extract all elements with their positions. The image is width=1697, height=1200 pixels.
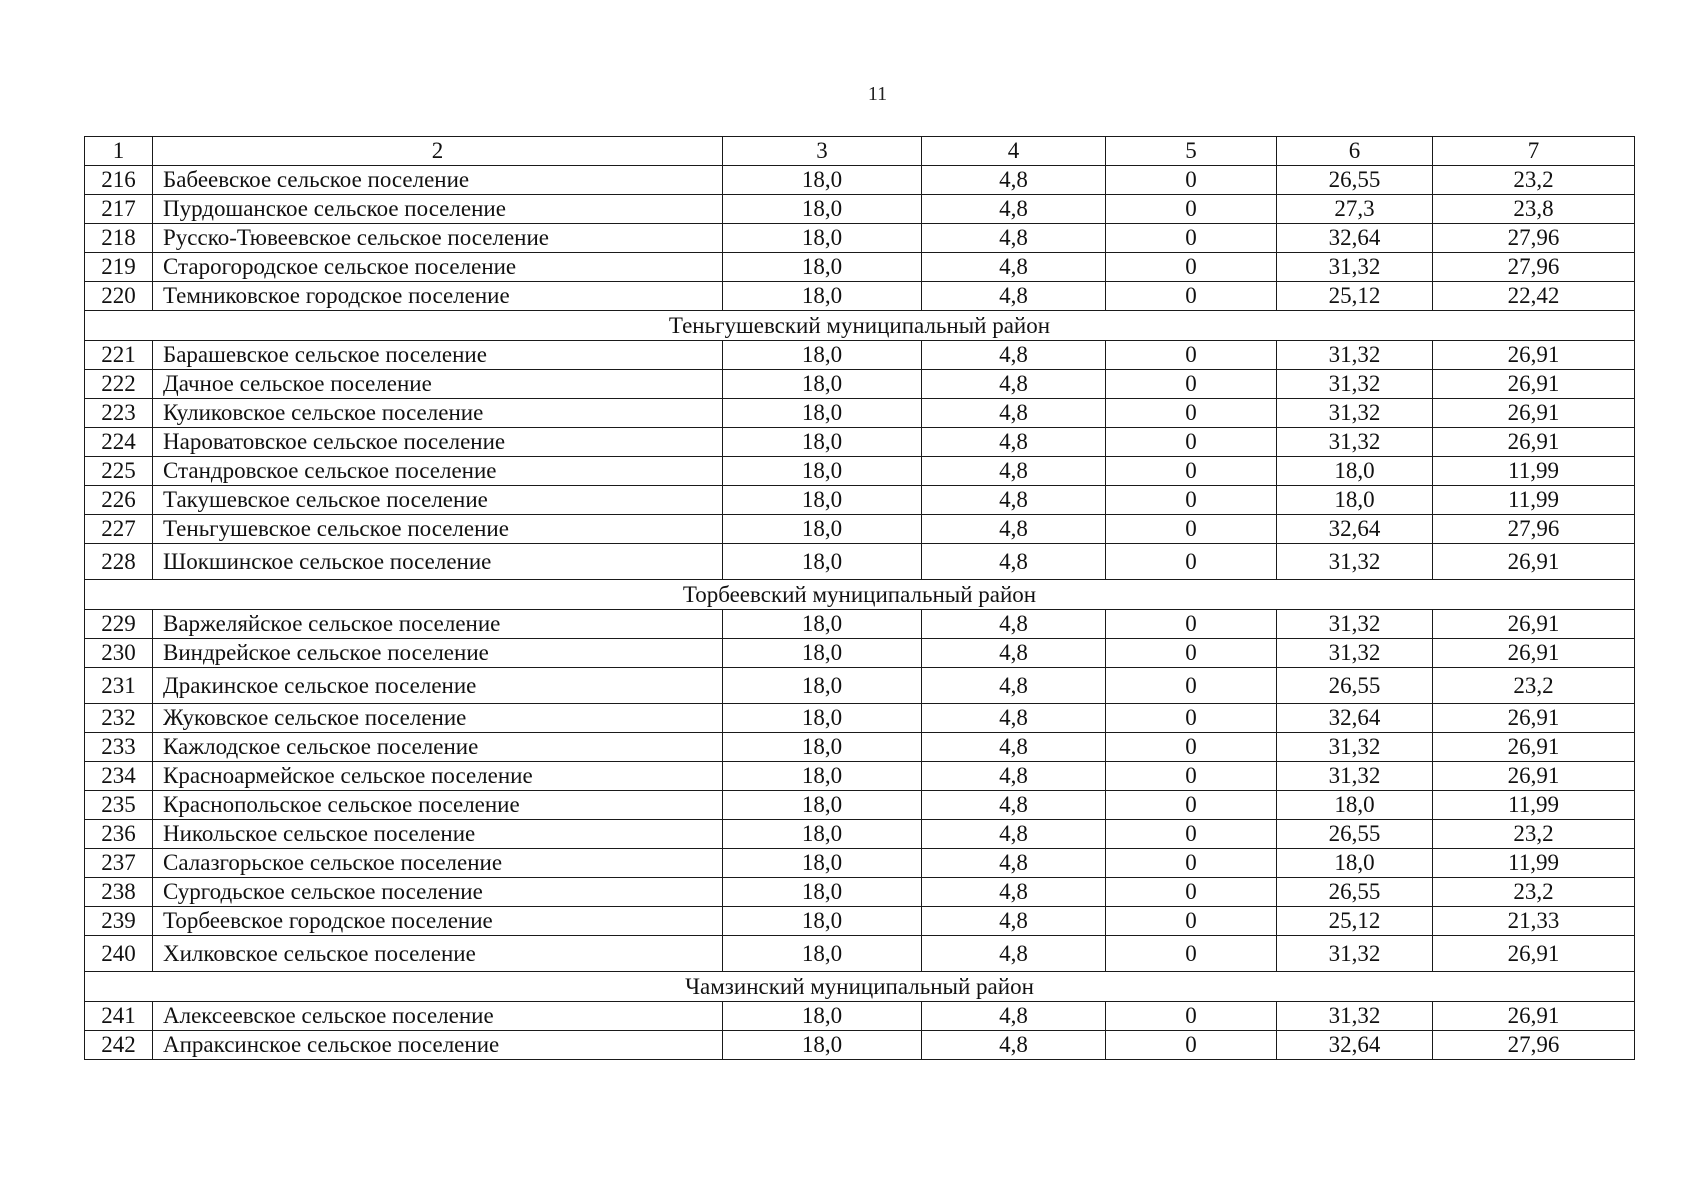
- district-section-row: [85, 580, 1635, 610]
- settlement-name-cell: Теньгушевское сельское поселение: [153, 515, 723, 544]
- value-cell-col4: 4,8: [922, 610, 1106, 639]
- value-cell-col4: 4,8: [922, 341, 1106, 370]
- value-cell-col6: 31,32: [1277, 610, 1433, 639]
- column-number-row: [85, 137, 1635, 166]
- value-cell-col5: 0: [1106, 639, 1277, 668]
- value-cell-col5: 0: [1106, 370, 1277, 399]
- table-row: [85, 457, 1635, 486]
- value-cell-col7: 26,91: [1433, 370, 1635, 399]
- value-cell-col3: 18,0: [723, 515, 922, 544]
- value-cell-col3: 18,0: [723, 704, 922, 733]
- value-cell-col3: 18,0: [723, 791, 922, 820]
- district-section-title: Чамзинский муниципальный район: [85, 972, 1635, 1002]
- district-section-row: [85, 311, 1635, 341]
- value-cell-col5: 0: [1106, 457, 1277, 486]
- value-cell-col3: 18,0: [723, 399, 922, 428]
- row-number-cell: 229: [85, 610, 153, 639]
- value-cell-col7: 27,96: [1433, 1031, 1635, 1060]
- value-cell-col5: 0: [1106, 733, 1277, 762]
- value-cell-col5: 0: [1106, 668, 1277, 704]
- value-cell-col6: 26,55: [1277, 166, 1433, 195]
- value-cell-col3: 18,0: [723, 282, 922, 311]
- value-cell-col3: 18,0: [723, 1031, 922, 1060]
- value-cell-col4: 4,8: [922, 762, 1106, 791]
- value-cell-col3: 18,0: [723, 936, 922, 972]
- value-cell-col5: 0: [1106, 704, 1277, 733]
- value-cell-col3: 18,0: [723, 1002, 922, 1031]
- table-row: [85, 282, 1635, 311]
- settlement-name-cell: Дачное сельское поселение: [153, 370, 723, 399]
- district-section-title: Торбеевский муниципальный район: [85, 580, 1635, 610]
- table-row: [85, 936, 1635, 972]
- value-cell-col3: 18,0: [723, 820, 922, 849]
- value-cell-col7: 11,99: [1433, 457, 1635, 486]
- table-row: [85, 907, 1635, 936]
- value-cell-col6: 31,32: [1277, 428, 1433, 457]
- value-cell-col4: 4,8: [922, 668, 1106, 704]
- value-cell-col4: 4,8: [922, 515, 1106, 544]
- value-cell-col7: 26,91: [1433, 1002, 1635, 1031]
- value-cell-col4: 4,8: [922, 878, 1106, 907]
- settlement-name-cell: Темниковское городское поселение: [153, 282, 723, 311]
- value-cell-col6: 18,0: [1277, 849, 1433, 878]
- table-row: [85, 195, 1635, 224]
- settlement-name-cell: Такушевское сельское поселение: [153, 486, 723, 515]
- value-cell-col6: 27,3: [1277, 195, 1433, 224]
- district-section-title: Теньгушевский муниципальный район: [85, 311, 1635, 341]
- settlement-name-cell: Старогородское сельское поселение: [153, 253, 723, 282]
- value-cell-col6: 32,64: [1277, 515, 1433, 544]
- settlement-name-cell: Русско-Тювеевское сельское поселение: [153, 224, 723, 253]
- settlement-name-cell: Хилковское сельское поселение: [153, 936, 723, 972]
- value-cell-col6: 25,12: [1277, 907, 1433, 936]
- value-cell-col6: 18,0: [1277, 457, 1433, 486]
- value-cell-col4: 4,8: [922, 399, 1106, 428]
- value-cell-col5: 0: [1106, 224, 1277, 253]
- table-row: [85, 820, 1635, 849]
- value-cell-col7: 26,91: [1433, 428, 1635, 457]
- value-cell-col6: 31,32: [1277, 399, 1433, 428]
- column-number-cell: 7: [1433, 137, 1635, 166]
- row-number-cell: 224: [85, 428, 153, 457]
- value-cell-col7: 26,91: [1433, 936, 1635, 972]
- value-cell-col5: 0: [1106, 399, 1277, 428]
- value-cell-col5: 0: [1106, 341, 1277, 370]
- value-cell-col3: 18,0: [723, 486, 922, 515]
- value-cell-col5: 0: [1106, 515, 1277, 544]
- value-cell-col4: 4,8: [922, 195, 1106, 224]
- table-row: [85, 733, 1635, 762]
- value-cell-col7: 27,96: [1433, 515, 1635, 544]
- table-row: [85, 1031, 1635, 1060]
- value-cell-col5: 0: [1106, 1031, 1277, 1060]
- value-cell-col4: 4,8: [922, 253, 1106, 282]
- value-cell-col4: 4,8: [922, 704, 1106, 733]
- value-cell-col5: 0: [1106, 166, 1277, 195]
- value-cell-col5: 0: [1106, 486, 1277, 515]
- value-cell-col7: 11,99: [1433, 791, 1635, 820]
- value-cell-col7: 26,91: [1433, 704, 1635, 733]
- value-cell-col7: 23,2: [1433, 668, 1635, 704]
- column-number-cell: 4: [922, 137, 1106, 166]
- table-row: [85, 166, 1635, 195]
- row-number-cell: 233: [85, 733, 153, 762]
- value-cell-col5: 0: [1106, 907, 1277, 936]
- value-cell-col3: 18,0: [723, 341, 922, 370]
- row-number-cell: 219: [85, 253, 153, 282]
- value-cell-col5: 0: [1106, 791, 1277, 820]
- value-cell-col4: 4,8: [922, 370, 1106, 399]
- column-number-cell: 5: [1106, 137, 1277, 166]
- value-cell-col4: 4,8: [922, 820, 1106, 849]
- value-cell-col7: 11,99: [1433, 486, 1635, 515]
- value-cell-col4: 4,8: [922, 282, 1106, 311]
- value-cell-col3: 18,0: [723, 253, 922, 282]
- district-section-row: [85, 972, 1635, 1002]
- value-cell-col3: 18,0: [723, 849, 922, 878]
- value-cell-col3: 18,0: [723, 457, 922, 486]
- row-number-cell: 220: [85, 282, 153, 311]
- value-cell-col4: 4,8: [922, 639, 1106, 668]
- table-row: [85, 704, 1635, 733]
- value-cell-col6: 31,32: [1277, 1002, 1433, 1031]
- value-cell-col6: 32,64: [1277, 1031, 1433, 1060]
- value-cell-col7: 27,96: [1433, 224, 1635, 253]
- value-cell-col5: 0: [1106, 849, 1277, 878]
- value-cell-col6: 26,55: [1277, 820, 1433, 849]
- value-cell-col6: 32,64: [1277, 224, 1433, 253]
- value-cell-col3: 18,0: [723, 195, 922, 224]
- value-cell-col5: 0: [1106, 253, 1277, 282]
- column-number-cell: 2: [153, 137, 723, 166]
- table-row: [85, 515, 1635, 544]
- value-cell-col4: 4,8: [922, 428, 1106, 457]
- value-cell-col7: 26,91: [1433, 733, 1635, 762]
- table-row: [85, 1002, 1635, 1031]
- row-number-cell: 235: [85, 791, 153, 820]
- value-cell-col4: 4,8: [922, 1031, 1106, 1060]
- table-row: [85, 762, 1635, 791]
- value-cell-col5: 0: [1106, 610, 1277, 639]
- page-number: 11: [867, 83, 888, 105]
- value-cell-col7: 26,91: [1433, 399, 1635, 428]
- settlement-name-cell: Бабеевское сельское поселение: [153, 166, 723, 195]
- table-row: [85, 341, 1635, 370]
- value-cell-col6: 32,64: [1277, 704, 1433, 733]
- value-cell-col4: 4,8: [922, 907, 1106, 936]
- value-cell-col7: 26,91: [1433, 762, 1635, 791]
- value-cell-col7: 26,91: [1433, 610, 1635, 639]
- value-cell-col3: 18,0: [723, 907, 922, 936]
- settlement-name-cell: Шокшинское сельское поселение: [153, 544, 723, 580]
- row-number-cell: 240: [85, 936, 153, 972]
- value-cell-col6: 31,32: [1277, 253, 1433, 282]
- value-cell-col3: 18,0: [723, 762, 922, 791]
- value-cell-col7: 26,91: [1433, 341, 1635, 370]
- value-cell-col3: 18,0: [723, 166, 922, 195]
- value-cell-col6: 26,55: [1277, 878, 1433, 907]
- row-number-cell: 225: [85, 457, 153, 486]
- row-number-cell: 231: [85, 668, 153, 704]
- settlement-name-cell: Салазгорьское сельское поселение: [153, 849, 723, 878]
- table-row: [85, 639, 1635, 668]
- value-cell-col6: 18,0: [1277, 486, 1433, 515]
- column-number-cell: 1: [85, 137, 153, 166]
- row-number-cell: 238: [85, 878, 153, 907]
- row-number-cell: 223: [85, 399, 153, 428]
- table-row: [85, 878, 1635, 907]
- value-cell-col5: 0: [1106, 820, 1277, 849]
- value-cell-col3: 18,0: [723, 544, 922, 580]
- table-row: [85, 486, 1635, 515]
- value-cell-col3: 18,0: [723, 428, 922, 457]
- row-number-cell: 218: [85, 224, 153, 253]
- row-number-cell: 239: [85, 907, 153, 936]
- settlement-name-cell: Кажлодское сельское поселение: [153, 733, 723, 762]
- value-cell-col3: 18,0: [723, 733, 922, 762]
- row-number-cell: 237: [85, 849, 153, 878]
- value-cell-col6: 31,32: [1277, 733, 1433, 762]
- value-cell-col4: 4,8: [922, 1002, 1106, 1031]
- value-cell-col6: 31,32: [1277, 762, 1433, 791]
- value-cell-col7: 23,2: [1433, 878, 1635, 907]
- settlement-name-cell: Красноармейское сельское поселение: [153, 762, 723, 791]
- value-cell-col7: 22,42: [1433, 282, 1635, 311]
- value-cell-col7: 23,2: [1433, 820, 1635, 849]
- settlement-name-cell: Алексеевское сельское поселение: [153, 1002, 723, 1031]
- table-row: [85, 668, 1635, 704]
- value-cell-col5: 0: [1106, 762, 1277, 791]
- row-number-cell: 216: [85, 166, 153, 195]
- settlement-name-cell: Апраксинское сельское поселение: [153, 1031, 723, 1060]
- row-number-cell: 242: [85, 1031, 153, 1060]
- row-number-cell: 232: [85, 704, 153, 733]
- table-row: [85, 224, 1635, 253]
- column-number-cell: 6: [1277, 137, 1433, 166]
- value-cell-col7: 11,99: [1433, 849, 1635, 878]
- value-cell-col5: 0: [1106, 428, 1277, 457]
- value-cell-col5: 0: [1106, 282, 1277, 311]
- table-row: [85, 791, 1635, 820]
- value-cell-col7: 27,96: [1433, 253, 1635, 282]
- value-cell-col5: 0: [1106, 195, 1277, 224]
- value-cell-col7: 23,8: [1433, 195, 1635, 224]
- value-cell-col4: 4,8: [922, 733, 1106, 762]
- row-number-cell: 222: [85, 370, 153, 399]
- value-cell-col4: 4,8: [922, 486, 1106, 515]
- settlement-name-cell: Куликовское сельское поселение: [153, 399, 723, 428]
- settlement-name-cell: Виндрейское сельское поселение: [153, 639, 723, 668]
- value-cell-col7: 26,91: [1433, 544, 1635, 580]
- value-cell-col6: 31,32: [1277, 544, 1433, 580]
- value-cell-col5: 0: [1106, 1002, 1277, 1031]
- settlement-name-cell: Жуковское сельское поселение: [153, 704, 723, 733]
- settlement-name-cell: Нароватовское сельское поселение: [153, 428, 723, 457]
- row-number-cell: 226: [85, 486, 153, 515]
- table-row: [85, 544, 1635, 580]
- value-cell-col6: 31,32: [1277, 341, 1433, 370]
- settlement-name-cell: Сургодьское сельское поселение: [153, 878, 723, 907]
- value-cell-col6: 25,12: [1277, 282, 1433, 311]
- value-cell-col7: 21,33: [1433, 907, 1635, 936]
- value-cell-col5: 0: [1106, 544, 1277, 580]
- table-row: [85, 610, 1635, 639]
- value-cell-col3: 18,0: [723, 224, 922, 253]
- value-cell-col7: 23,2: [1433, 166, 1635, 195]
- value-cell-col4: 4,8: [922, 166, 1106, 195]
- settlement-name-cell: Краснопольское сельское поселение: [153, 791, 723, 820]
- table-row: [85, 253, 1635, 282]
- settlement-name-cell: Никольское сельское поселение: [153, 820, 723, 849]
- value-cell-col3: 18,0: [723, 370, 922, 399]
- data-table: [84, 136, 1635, 1060]
- row-number-cell: 227: [85, 515, 153, 544]
- settlement-name-cell: Стандровское сельское поселение: [153, 457, 723, 486]
- table-row: [85, 428, 1635, 457]
- value-cell-col6: 26,55: [1277, 668, 1433, 704]
- row-number-cell: 228: [85, 544, 153, 580]
- settlement-name-cell: Пурдошанское сельское поселение: [153, 195, 723, 224]
- settlement-name-cell: Барашевское сельское поселение: [153, 341, 723, 370]
- value-cell-col4: 4,8: [922, 457, 1106, 486]
- value-cell-col4: 4,8: [922, 849, 1106, 878]
- settlement-name-cell: Варжеляйское сельское поселение: [153, 610, 723, 639]
- value-cell-col5: 0: [1106, 936, 1277, 972]
- value-cell-col3: 18,0: [723, 639, 922, 668]
- row-number-cell: 241: [85, 1002, 153, 1031]
- settlement-name-cell: Дракинское сельское поселение: [153, 668, 723, 704]
- table-row: [85, 370, 1635, 399]
- value-cell-col4: 4,8: [922, 936, 1106, 972]
- value-cell-col6: 18,0: [1277, 791, 1433, 820]
- value-cell-col4: 4,8: [922, 224, 1106, 253]
- value-cell-col3: 18,0: [723, 878, 922, 907]
- row-number-cell: 230: [85, 639, 153, 668]
- value-cell-col6: 31,32: [1277, 370, 1433, 399]
- row-number-cell: 234: [85, 762, 153, 791]
- table-row: [85, 399, 1635, 428]
- row-number-cell: 217: [85, 195, 153, 224]
- table-row: [85, 849, 1635, 878]
- column-number-cell: 3: [723, 137, 922, 166]
- value-cell-col3: 18,0: [723, 610, 922, 639]
- value-cell-col7: 26,91: [1433, 639, 1635, 668]
- row-number-cell: 236: [85, 820, 153, 849]
- value-cell-col6: 31,32: [1277, 639, 1433, 668]
- value-cell-col5: 0: [1106, 878, 1277, 907]
- settlement-name-cell: Торбеевское городское поселение: [153, 907, 723, 936]
- value-cell-col6: 31,32: [1277, 936, 1433, 972]
- value-cell-col3: 18,0: [723, 668, 922, 704]
- value-cell-col4: 4,8: [922, 791, 1106, 820]
- value-cell-col4: 4,8: [922, 544, 1106, 580]
- row-number-cell: 221: [85, 341, 153, 370]
